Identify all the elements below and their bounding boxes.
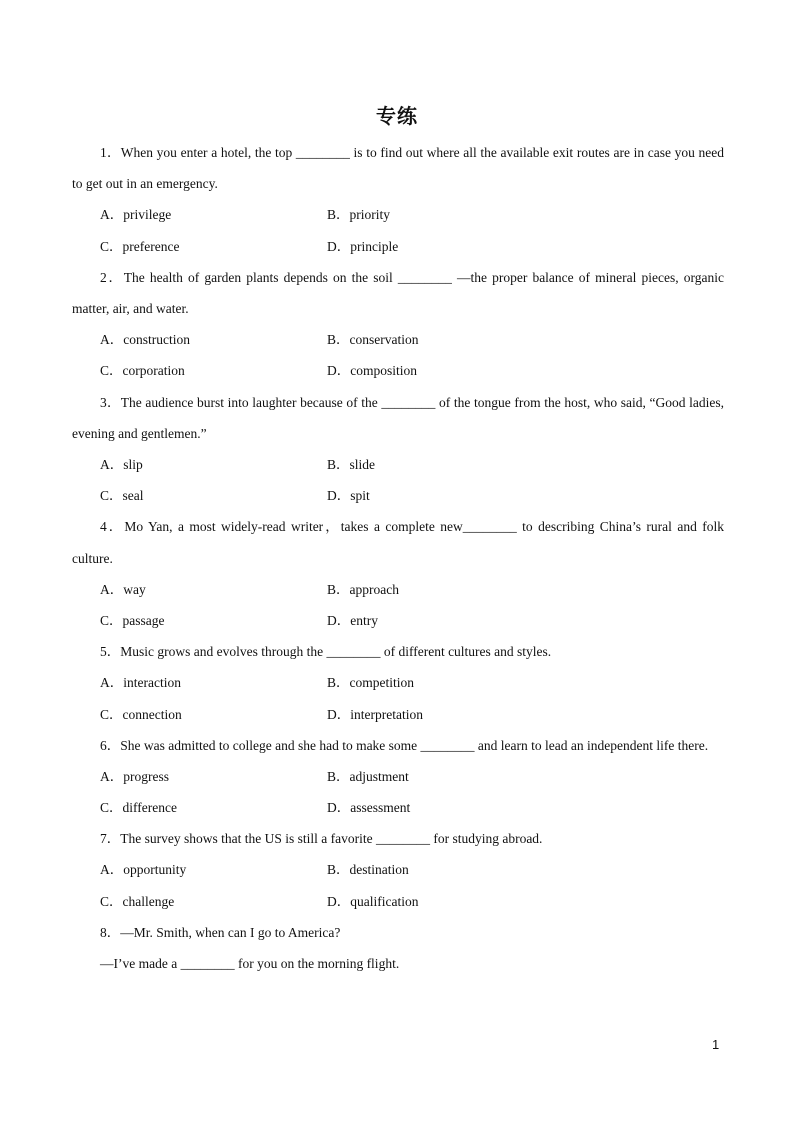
option-row <box>72 667 724 698</box>
option-d: D．entry <box>327 612 378 628</box>
option-row <box>72 324 724 355</box>
option-d: D．assessment <box>327 800 411 816</box>
option-b: B．competition <box>327 675 414 691</box>
option-row <box>72 199 724 230</box>
option-d: D．composition <box>327 363 417 379</box>
question-stem: 6．She was admitted to college and she had to make some ________ and learn to lead an independent life there. <box>100 737 709 753</box>
option-row <box>72 886 724 917</box>
option-d: D．qualification <box>327 893 419 909</box>
option-a: A．interaction <box>100 675 181 691</box>
page-title: 专练 <box>376 104 418 128</box>
option-d: D．principle <box>327 238 399 254</box>
option-row <box>72 574 724 605</box>
option-d: D．interpretation <box>327 706 423 722</box>
option-a: A．way <box>100 581 146 597</box>
question-stem: 2．The health of garden plants depends on the soil ________ —the proper balance of mineral pieces, organic matter, air, and water. <box>72 269 724 316</box>
option-b: B．adjustment <box>327 768 409 784</box>
option-c: C．corporation <box>100 363 185 379</box>
option-b: B．conservation <box>327 332 419 348</box>
question-8-line-1: 8．—Mr. Smith, when can I go to America? <box>100 924 341 940</box>
option-b: B．destination <box>327 862 409 878</box>
option-c: C．connection <box>100 706 182 722</box>
option-c: C．passage <box>100 612 165 628</box>
question-stem: 7．The survey shows that the US is still a favorite ________ for studying abroad. <box>100 831 543 847</box>
option-row <box>72 355 724 386</box>
question-stem: 3．The audience burst into laughter because of the ________ of the tongue from the host, who said, “Good ladies, evening and gentlemen.” <box>72 394 724 441</box>
option-b: B．priority <box>327 207 390 223</box>
option-row <box>72 231 724 262</box>
option-d: D．spit <box>327 488 370 504</box>
option-row <box>72 605 724 636</box>
option-c: C．preference <box>100 238 180 254</box>
question-stem: 5．Music grows and evolves through the ________ of different cultures and styles. <box>100 644 552 660</box>
option-row <box>72 761 724 792</box>
option-row <box>72 792 724 823</box>
option-a: A．opportunity <box>100 862 187 878</box>
option-a: A．construction <box>100 332 190 348</box>
option-b: B．slide <box>327 456 376 472</box>
option-a: A．privilege <box>100 207 172 223</box>
option-c: C．seal <box>100 488 144 504</box>
option-a: A．progress <box>100 768 169 784</box>
option-b: B．approach <box>327 581 399 597</box>
question-stem: 1．When you enter a hotel, the top ________ is to find out where all the available exit routes are in case you need to get out in an emergency. <box>72 145 724 192</box>
option-c: C．challenge <box>100 893 175 909</box>
option-row <box>72 699 724 730</box>
option-a: A．slip <box>100 456 143 472</box>
question-list <box>72 137 724 979</box>
question-stem: 4．Mo Yan, a most widely-read writer，takes a complete new________ to describing China’s rural and folk culture. <box>72 519 724 566</box>
option-row <box>72 480 724 511</box>
option-row <box>72 449 724 480</box>
option-row <box>72 854 724 885</box>
question-8-line-2: —I’ve made a ________ for you on the morning flight. <box>100 956 400 972</box>
page-number: 1 <box>712 1037 720 1052</box>
option-c: C．difference <box>100 800 177 816</box>
